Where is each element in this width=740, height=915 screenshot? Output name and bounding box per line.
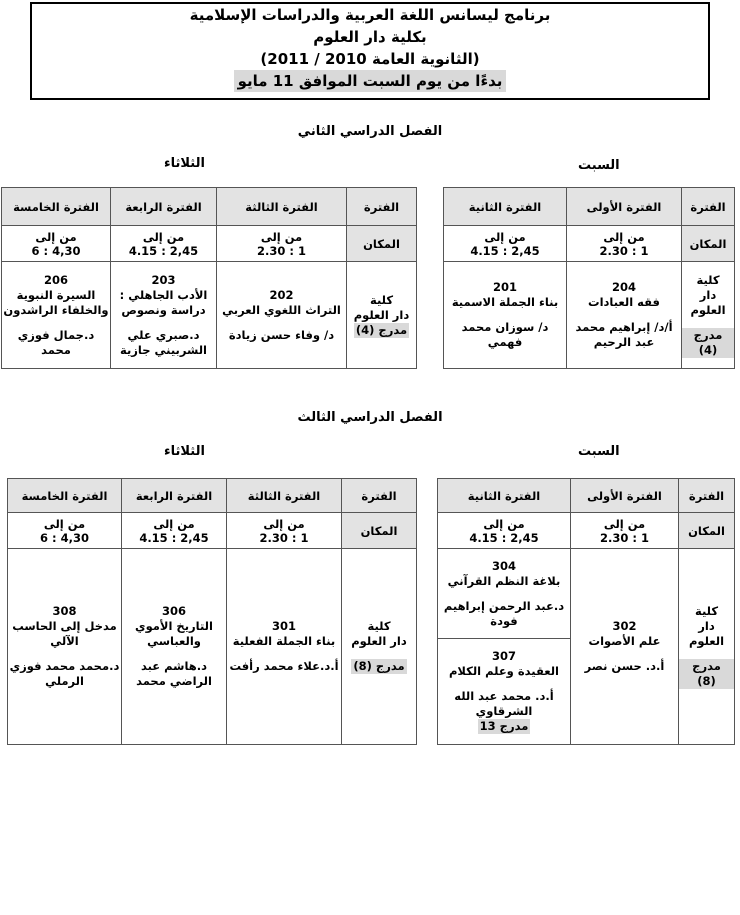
sem2-saturday-table: الفترة الفترة الأولى الفترة الثانية المكان من إلى 1 : 2.30 من إلى 2,45 : 4.15 كلية دار العلوم مدرج (4) 204 فقه العبادات أ/د/ إبراهيم محمد عبد الرحيم 201 بناء الجملة الاسمية د/ سوزان محمد فهمي (443, 187, 735, 369)
place-cell: كلية دار العلوم مدرج (4) (347, 262, 417, 369)
room-badge: مدرج (4) (355, 322, 408, 337)
header-year: (الثانوية العامة 2010 / 2011) (260, 50, 480, 68)
period-5-time: 4,30 : 6 (31, 243, 81, 258)
place-header: المكان (682, 226, 735, 262)
course-cell: 201 بناء الجملة الاسمية د/ سوزان محمد فهمي (444, 262, 567, 369)
sem3-tuesday-label: الثلاثاء (164, 444, 205, 459)
room-badge: مدرج (8) (353, 659, 405, 673)
place-cell: كلية دار العلوم مدرج (8) (342, 549, 417, 745)
course-cell: 301 بناء الجملة الفعلية أ.د.علاء محمد رأفت (227, 549, 342, 745)
course-cell: 203 الأدب الجاهلي : دراسة ونصوص د.صبري علي الشربيني جازية (111, 262, 217, 369)
header-college: بكلية دار العلوم (313, 28, 427, 46)
course-cell: 307 العقيدة وعلم الكلام أ.د. محمد عبد الله الشرقاوي مدرج 13 (438, 639, 571, 745)
room-badge: مدرج (4) (682, 328, 734, 358)
period-2-header: الفترة الثانية (444, 188, 567, 226)
sem3-saturday-label: السبت (578, 444, 620, 459)
sem3-tuesday-table: الفترة الفترة الثالثة الفترة الرابعة الفترة الخامسة المكان من إلى 1 : 2.30 من إلى 2,45 : 4.15 من إلى 4,30 : 6 كلية دار العلوم مدرج (8) 301 بناء الجملة الفعلية أ.د.علاء محمد رأفت 306 التاريخ الأموي والعباسي د.هاشم عبد الراضي محمد 308 مدخل إلى الحاسب الآلي د.محمد محمد فوزي الرملي (7, 478, 417, 745)
room-badge: مدرج 13 (479, 719, 529, 733)
period-1-time: 1 : 2.30 (599, 243, 649, 258)
header-box (30, 2, 710, 100)
period-1-header: الفترة الأولى (567, 188, 682, 226)
course-cell: 306 التاريخ الأموي والعباسي د.هاشم عبد الراضي محمد (122, 549, 227, 745)
semester-2-title: الفصل الدراسي الثاني (297, 124, 443, 139)
header-start-date: بدءًا من يوم السبت الموافق 11 مايو (234, 70, 507, 92)
place-cell: كلية دار العلوم مدرج (8) (679, 549, 735, 745)
course-cell: 304 بلاغة النظم القرآني د.عبد الرحمن إبراهيم فودة (438, 549, 571, 639)
header-title: برنامج ليسانس اللغة العربية والدراسات الإسلامية (189, 6, 551, 24)
course-cell: 302 علم الأصوات أ.د. حسن نصر (571, 549, 679, 745)
sem3-saturday-table: الفترة الفترة الأولى الفترة الثانية المكان من إلى 1 : 2.30 من إلى 2,45 : 4.15 كلية دار العلوم مدرج (8) 302 علم الأصوات أ.د. حسن نصر 304 بلاغة النظم القرآني د.عبد الرحمن إبراهيم فودة 307 العقيدة وعلم الكلام أ.د. محمد عبد الله الشرقاوي مدرج 13 (437, 478, 735, 745)
period-2-time: 2,45 : 4.15 (470, 243, 540, 258)
sem2-tuesday-table: الفترة الفترة الثالثة الفترة الرابعة الفترة الخامسة المكان من إلى 1 : 2.30 من إلى 2,45 : 4.15 من إلى 4,30 : 6 كلية دار العلوم مدرج (4) 202 التراث اللغوي العربي د/ وفاء حسن زيادة 203 الأدب الجاهلي : دراسة ونصوص د.صبري علي الشربيني جازية 206 السيرة النبوية والخلفاء الراشدون د.جمال فوزي محمد (1, 187, 417, 369)
period-header: الفترة (682, 188, 735, 226)
sem2-saturday-label: السبت (578, 158, 620, 173)
course-cell: 202 التراث اللغوي العربي د/ وفاء حسن زيادة (217, 262, 347, 369)
semester-3-title: الفصل الدراسي الثالث (297, 410, 443, 425)
course-cell: 308 مدخل إلى الحاسب الآلي د.محمد محمد فوزي الرملي (8, 549, 122, 745)
course-cell: 206 السيرة النبوية والخلفاء الراشدون د.جمال فوزي محمد (2, 262, 111, 369)
sem2-tuesday-label: الثلاثاء (164, 156, 205, 171)
course-cell: 204 فقه العبادات أ/د/ إبراهيم محمد عبد الرحيم (567, 262, 682, 369)
room-badge: مدرج (8) (679, 659, 734, 689)
place-cell: كلية دار العلوم مدرج (4) (682, 262, 735, 369)
